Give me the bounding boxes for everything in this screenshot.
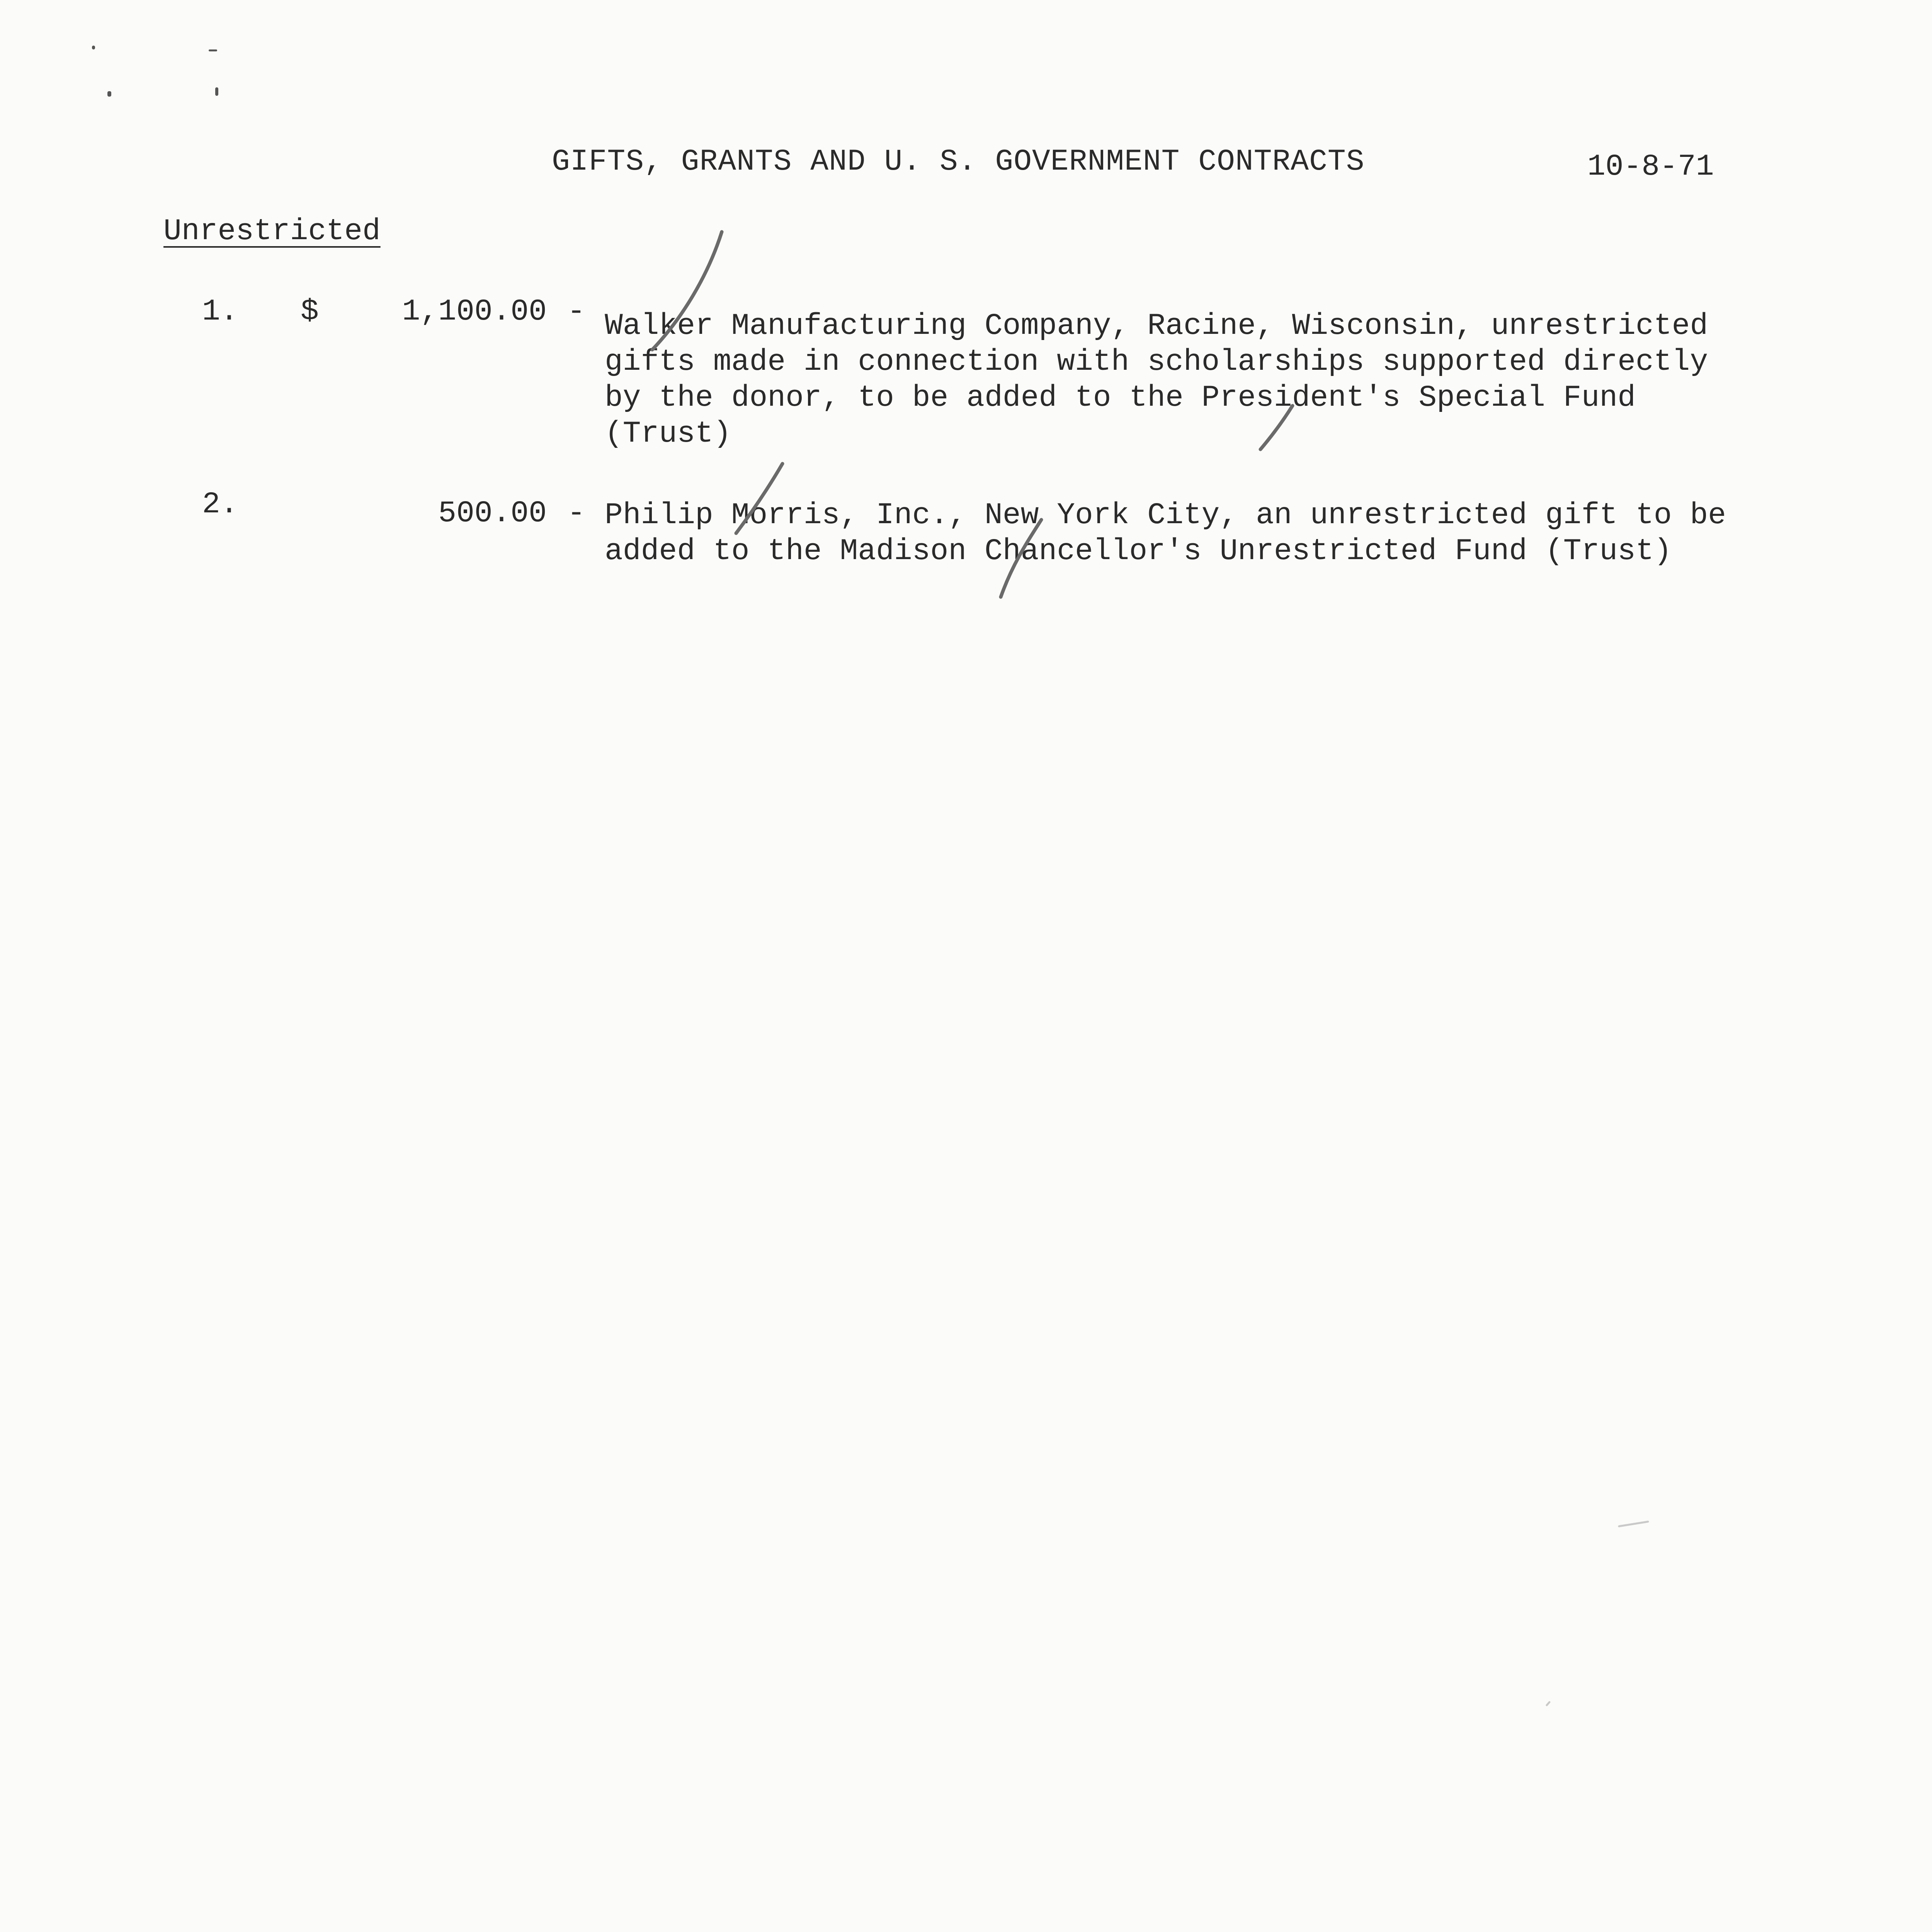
page-title: GIFTS, GRANTS AND U. S. GOVERNMENT CONTRACTS <box>552 145 1365 179</box>
smudge-mark <box>1619 1522 1648 1526</box>
item-amount: 500.00 <box>438 497 547 531</box>
document-date: 10-8-71 <box>1587 150 1714 184</box>
item-amount: 1,100.00 <box>402 295 547 329</box>
scan-mark <box>107 91 111 97</box>
scan-mark <box>92 46 95 49</box>
item-dash: - <box>567 295 585 329</box>
item-number: 2. <box>202 488 238 522</box>
item-description-line: (Trust) <box>605 417 731 451</box>
smudge-mark <box>1547 1702 1549 1705</box>
item-description-line: Philip Morris, Inc., New York City, an unrestricted gift to be <box>605 498 1726 532</box>
item-currency: $ <box>301 295 319 329</box>
item-description-line: added to the Madison Chancellor's Unrestricted Fund (Trust) <box>605 534 1672 568</box>
item-description-line: Walker Manufacturing Company, Racine, Wisconsin, unrestricted <box>605 309 1708 343</box>
scan-mark <box>215 87 218 96</box>
section-heading: Unrestricted <box>163 214 381 248</box>
item-number: 1. <box>202 295 238 329</box>
item-description-line: by the donor, to be added to the President's Special Fund <box>605 381 1636 415</box>
scan-mark <box>209 49 217 51</box>
item-description-line: gifts made in connection with scholarships supported directly <box>605 345 1708 379</box>
item-dash: - <box>567 497 585 531</box>
